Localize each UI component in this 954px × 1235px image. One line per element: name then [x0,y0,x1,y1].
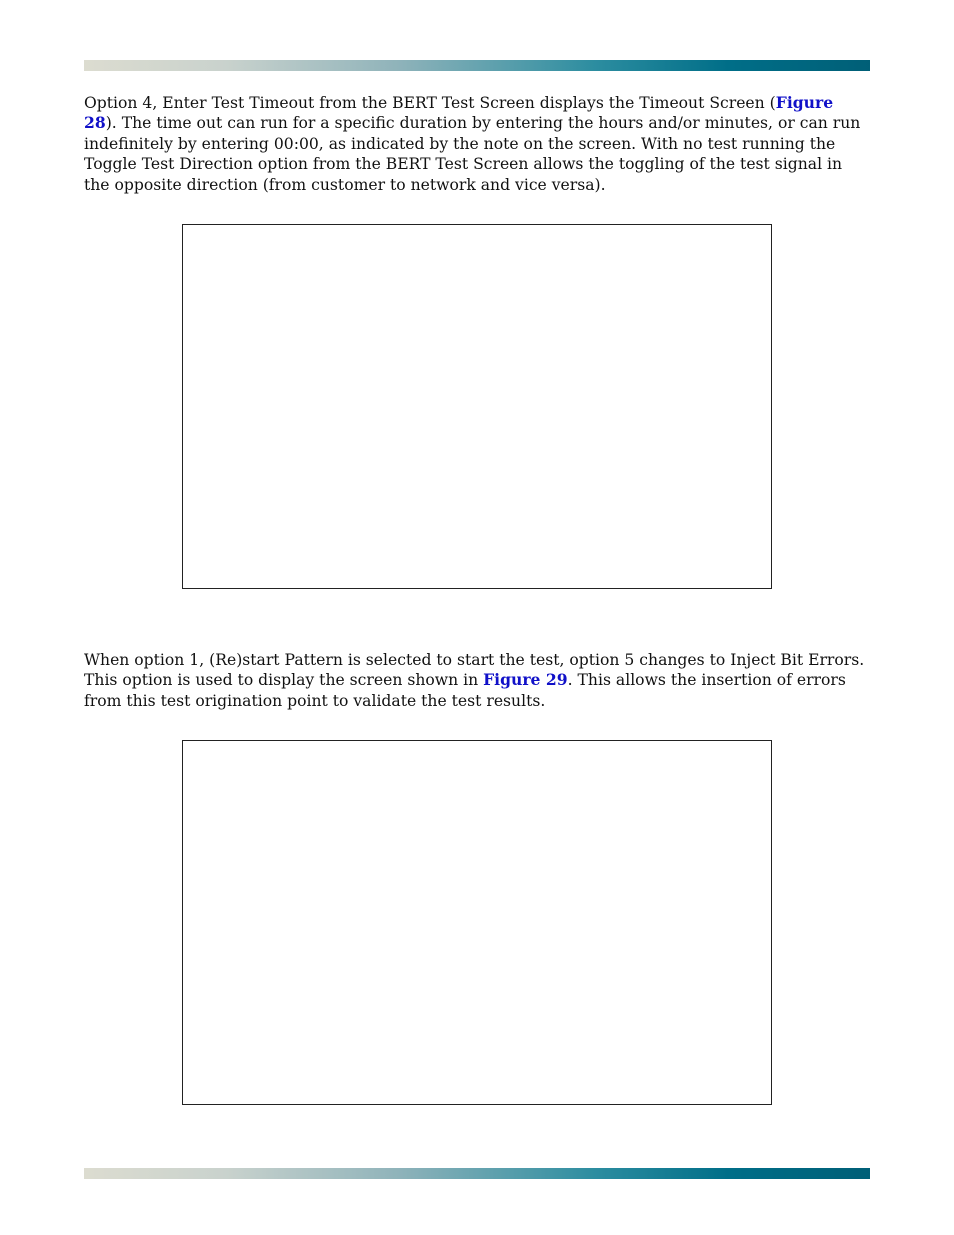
figure-28-screen-frame [182,224,772,589]
figure-29-link[interactable]: Figure 29 [483,670,568,690]
header-rule [84,60,870,71]
paragraph-timeout-text-before: Option 4, Enter Test Timeout from the BERT Test Screen displays the Timeout Screen ( [84,94,776,112]
figure-28-link[interactable]: Figure 28 [84,93,834,133]
paragraph-inject-errors [84,650,868,711]
footer-rule [84,1168,870,1179]
paragraph-inject-errors-text-before: When option 1, (Re)start Pattern is selected to start the test, option 5 changes to Inject Bit Errors. This option is used to display the screen shown in [84,651,865,690]
paragraph-timeout-text-after: ). The time out can run for a specific duration by entering the hours and/or minutes, or can run indefinitely by entering 00:00, as indicated by the note on the screen. With no test running the Toggle Test Direction option from the BERT Test Screen allows the toggling of the test signal in the opposite direction (from customer to network and vice versa). [84,114,861,194]
paragraph-timeout [84,93,868,195]
figure-29-screen-frame [182,740,772,1105]
paragraph-inject-errors-text-after: . This allows the insertion of errors from this test origination point to validate the test results. [84,671,846,710]
